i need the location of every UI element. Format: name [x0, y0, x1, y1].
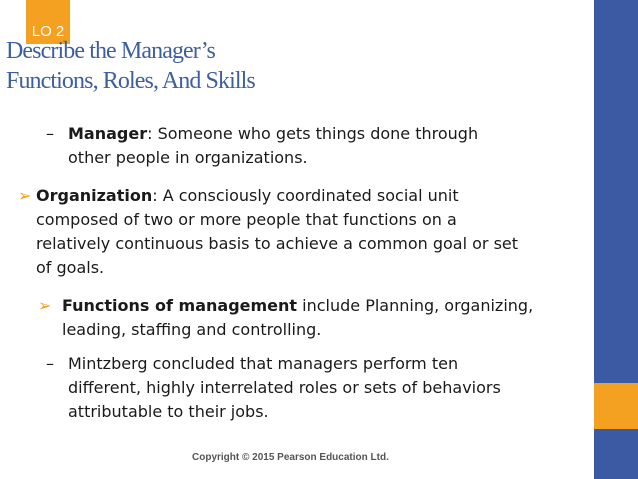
- item-text: include Planning, organizing,: [297, 296, 534, 315]
- list-item: [68, 122, 478, 170]
- list-item: [36, 184, 518, 280]
- item-text: other people in organizations.: [68, 148, 308, 167]
- item-term: Manager: [68, 124, 148, 143]
- item-text: : A consciously coordinated social unit: [152, 186, 459, 205]
- item-text: : Someone who gets things done through: [147, 124, 479, 143]
- item-text: of goals.: [36, 258, 105, 277]
- item-text: Mintzberg concluded that managers perform ten: [68, 354, 459, 373]
- list-item: [62, 294, 533, 342]
- page-title: [6, 36, 426, 96]
- item-text: leading, staffing and controlling.: [62, 320, 322, 339]
- item-text: relatively continuous basis to achieve a common goal or set: [36, 234, 519, 253]
- title-line-2: Functions, Roles, And Skills: [6, 68, 255, 94]
- item-text: attributable to their jobs.: [68, 402, 269, 421]
- title-line-1: Describe the Manager’s: [6, 38, 215, 64]
- item-text: different, highly interrelated roles or sets of behaviors: [68, 378, 501, 397]
- item-term: Functions of management: [62, 296, 298, 315]
- sidebar-accent: [594, 383, 638, 429]
- copyright-footer: Copyright © 2015 Pearson Education Ltd.: [192, 452, 389, 463]
- dash-bullet-icon: –: [46, 124, 54, 143]
- dash-bullet-icon: –: [46, 354, 54, 373]
- item-text: composed of two or more people that functions on a: [36, 210, 457, 229]
- arrow-bullet-icon: ➢: [18, 186, 32, 205]
- lo-badge-label: LO 2: [31, 23, 65, 40]
- arrow-bullet-icon: ➢: [38, 296, 52, 315]
- list-item: [68, 352, 501, 424]
- item-term: Organization: [36, 186, 153, 205]
